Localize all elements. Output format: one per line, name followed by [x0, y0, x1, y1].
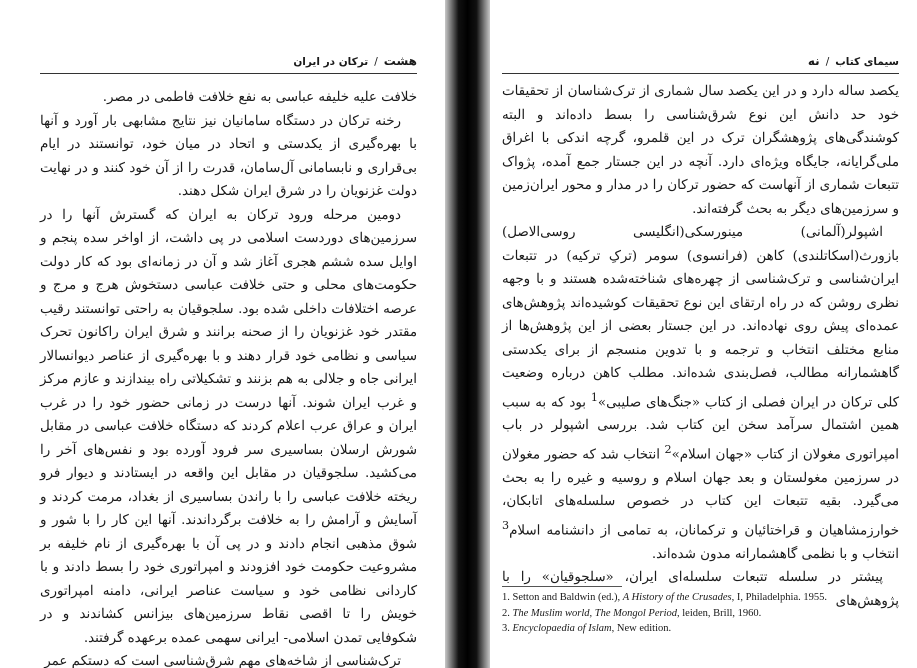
paragraph: دومین مرحله ورود ترکان به ایران که گسترش آنها را در سرزمین‌های دوردست اسلامی در پی داشت، از اواخر سده پنجم و اوایل سده ششم هجری آغاز شد و آن در زمانه‌ای بود که کار دولت حکومت‌های محلی و حتی خلافت عباسی دستخوش هرج و مرج و عرصه اختلافات داخلی شده بود. سلجوقیان به راحتی توانستند رقیب مقتدر خود غزنویان را از صحنه برانند و شرق ایران راکانون تحرک سیاسی و نظامی خود قرار دهند و با بهره‌گیری از عناصر دیوانسالار ایرانی جاه و جلالی به هم بزنند و تشکیلاتی راه بیندازند و عازم مرکز و غرب ایران شوند. آنها درست در زمانی حضور خود را در غرب ایران و عراق عرب اعلام کردند که دستگاه خلافت عباسی در مقابل شورش ارسلان بساسیری سر فرود آورده بود و نفس‌های آخر را می‌کشید. سلجوقیان در مقابل این واقعه در ایستادند و دیوار فرو ریخته خلافت عباسی را با راندن بساسیری از بغداد، مرمت کردند و آسایش و آرامش را به خلافت برگرداندند. آنها این کار را با شور و شوق مذهبی انجام دادند و در پی آن با بهره‌گیری از نام خلیفه بر مشروعیت حکومت خود افزودند و امپراتوری خود را بسط دادند و با کاردانی نظامی خود و سیاست عناصر ایرانی، دامنه امپراتوری خویش را تا اقصی نقاط سرزمین‌های بیزانس کشاندند و در شکوفایی تمدن اسلامی- ایرانی سهمی عمده برعهده گرفتند.: [40, 207, 417, 646]
footnote-title: The Muslim world, The Mongol Period: [512, 607, 677, 619]
footnote-text: Setton and Baldwin (ed.),: [512, 592, 623, 603]
footnote-number: 2.: [502, 607, 510, 619]
footnote-mark: 2: [664, 442, 672, 456]
right-running-header: [808, 54, 899, 68]
right-header-title: سیمای کتاب: [835, 56, 899, 68]
footnote: [502, 590, 899, 606]
right-header-separator: /: [825, 56, 830, 68]
paragraph: پیشتر در سلسله تتبعات سلسله‌ای ایران، «سلجوقیان» را با پژوهش‌های: [502, 570, 899, 609]
right-page: [490, 0, 917, 668]
right-header-rule: [502, 73, 899, 74]
footnote-number: 1.: [502, 592, 510, 603]
footnote-number: 3.: [502, 623, 510, 634]
paragraph-text: انتخاب شد که حضور مغولان در سرزمین مغولستان و بعد جهان اسلام و روسیه و غیره را به بحث می‌گیرد. بقیه تتبعات این کتاب در خصوص سلسله‌های اتابکان، خوارزمشاهیان و قراختائیان و ترکمانان، به تمامی از دانشنامه اسلام: [502, 447, 899, 539]
paragraph: [502, 221, 899, 566]
paragraph: رخنه ترکان در دستگاه سامانیان نیز نتایج مشابهی بار آورد و آنها با بهره‌گیری از یکدستی و اتحاد در میان خود، توانستند در ایام بی‌قراری و نابسامانی آل‌سامان، قدرت را از آن خود کنند و در نهایت دولت غزنویان را در شرق ایران شکل دهند.: [40, 113, 417, 199]
footnotes: [502, 590, 899, 637]
paragraph: خلافت علیه خلیفه عباسی به نفع خلافت فاطمی در مصر.: [102, 90, 417, 105]
left-header-rule: [40, 73, 417, 74]
footnote: [502, 606, 899, 622]
footnote-rule: [502, 586, 622, 587]
footnote: [502, 621, 899, 637]
left-header-title: ترکان در ایران: [293, 56, 369, 68]
footnote-text: , New edition.: [611, 623, 672, 634]
book-spine: [445, 0, 490, 668]
right-body-text: [502, 80, 899, 613]
left-body-text: [40, 86, 417, 668]
paragraph: یکصد ساله دارد و در این یکصد سال شماری از ترک‌شناسان از تحقیقات خود حد دانش این نوع شرق‌شناسی را بسط داده‌اند و البته کوشندگی‌های پژوهشگران ترک در این قلمرو، گرچه اندکی با اغراق ملی‌گرایانه، جایگاه ویژه‌ای دارد. آنچه در این جستار جمع آمده، پژواک تتبعات شماری از آنهاست که حضور ترکان را در مدار و محور ایران‌زمین و سرزمین‌های دیگر به بحث گرفته‌اند.: [502, 84, 899, 217]
footnote-title: Encyclopaedia of Islam: [512, 623, 612, 634]
paragraph-text: انتخاب و با نظمی گاهشمارانه مدون شده‌اند.: [651, 546, 899, 562]
paragraph-text: اشپولر(آلمانی) مینورسکی(انگلیسی روسی‌الاصل) بازورث(اسکاتلندی) کاهن (فرانسوی) سومر (ترکِ ترکیه) در تتبعات ایران‌شناسی و ترک‌شناسی از چهره‌های شناخته‌شده هستند و با وجهه نظری روشن که در راه ارتقای این نوع تحقیقات کوشیده‌اند پژوهش‌های عمده‌ای پیش روی نهاده‌اند. در این جستار بعضی از این پژوهش‌ها از منابع مختلف انتخاب و ترجمه و با تدوین منسجم از برای یکدستی گاهشمارانه مطالب، فصل‌بندی شده‌اند. مطلب کاهن درباره وضعیت کلی ترکان در ایران فصلی از کتاب «جنگ‌های صلیبی»: [502, 225, 900, 410]
footnote-mark: 3: [502, 518, 510, 532]
left-page-number: هشت: [383, 54, 417, 68]
right-page-number: نه: [807, 54, 820, 68]
left-page: [0, 0, 445, 668]
footnote-text: , leiden, Brill, 1960.: [677, 607, 762, 619]
left-header-separator: /: [374, 56, 378, 68]
paragraph: ترک‌شناسی از شاخه‌های مهم شرق‌شناسی است که دستکم عمر: [44, 654, 401, 668]
paragraph-text: بود که به سبب همین اشتمال سرآمد سخن این کتاب شد. بررسی اشپولر در باب امپراتوری مغولان از کتاب «جهان اسلام»: [502, 394, 899, 463]
footnote-mark: 1: [590, 390, 598, 404]
left-running-header: [293, 54, 417, 68]
footnote-text: , I, Philadelphia. 1955.: [731, 592, 828, 603]
footnote-title: A History of the Crusades: [622, 592, 732, 603]
